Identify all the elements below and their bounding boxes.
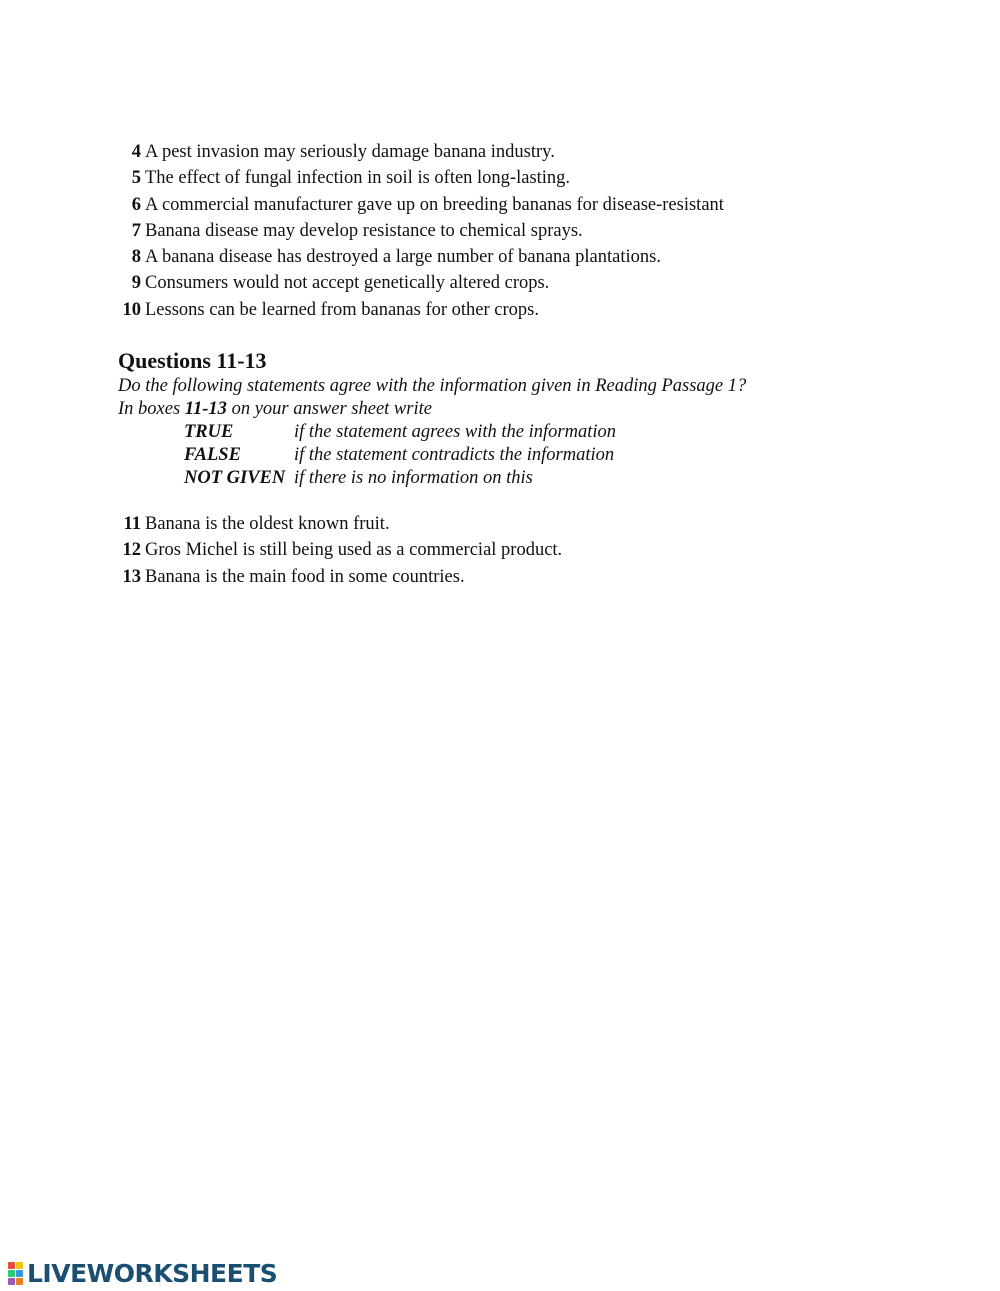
legend-key: FALSE [184,445,241,465]
legend-row-false [184,444,616,467]
question-number: 13 [122,566,141,587]
question-number: 10 [122,299,141,320]
instruction-line-2 [118,398,432,421]
question-text: Banana is the oldest known fruit. [145,514,390,534]
question-text: Lessons can be learned from bananas for other crops. [145,299,540,320]
legend-key: TRUE [184,422,234,442]
question-item [118,192,878,218]
section-title: Questions 11-13 [118,348,267,373]
question-number: 12 [122,540,141,561]
question-text: A commercial manufacturer gave up on breeding bananas for disease-resistant [145,194,724,215]
question-item [118,244,878,270]
question-text: Gros Michel is still being used as a commercial product. [145,540,563,561]
logo-square [16,1270,23,1277]
logo-square [8,1278,15,1285]
legend-key: NOT GIVEN [184,468,286,488]
question-list-4-10 [118,139,878,323]
question-item [118,564,878,590]
liveworksheets-logo [8,1259,277,1289]
legend-desc: if the statement contradicts the information [294,445,615,465]
question-item [118,537,878,563]
question-number: 5 [131,168,141,189]
question-text: Banana is the main food in some countries. [145,566,465,587]
question-item [118,139,878,165]
question-text: Banana disease may develop resistance to chemical sprays. [145,220,583,241]
instruction-line-1: Do the following statements agree with the information given in Reading Passage 1? [118,376,747,396]
question-item [118,511,878,537]
answer-legend [184,421,616,490]
question-number: 6 [131,194,141,215]
question-number: 9 [131,273,141,294]
logo-text: LIVEWORKSHEETS [27,1259,278,1288]
logo-square [16,1278,23,1285]
legend-desc: if there is no information on this [294,468,533,488]
question-text: Consumers would not accept genetically altered crops. [145,273,550,294]
instruction-range: 11-13 [184,399,227,419]
question-number: 7 [131,220,141,241]
legend-row-true [184,421,616,444]
logo-square [8,1262,15,1269]
question-item [118,165,878,191]
question-item [118,218,878,244]
logo-square [8,1270,15,1277]
legend-row-not-given [184,467,616,490]
instruction-text: In boxes [118,399,185,419]
question-text: A banana disease has destroyed a large number of banana plantations. [145,247,661,268]
question-item [118,270,878,296]
question-text: A pest invasion may seriously damage banana industry. [145,142,555,162]
logo-square [16,1262,23,1269]
instruction-text: on your answer sheet write [226,399,432,419]
question-list-11-13 [118,511,878,590]
question-text: The effect of fungal infection in soil is often long-lasting. [145,168,571,189]
logo-blocks-icon [8,1262,24,1286]
legend-desc: if the statement agrees with the information [294,422,617,442]
question-number: 8 [131,247,141,268]
question-number: 4 [131,142,141,162]
question-item [118,297,878,323]
question-number: 11 [123,514,141,534]
